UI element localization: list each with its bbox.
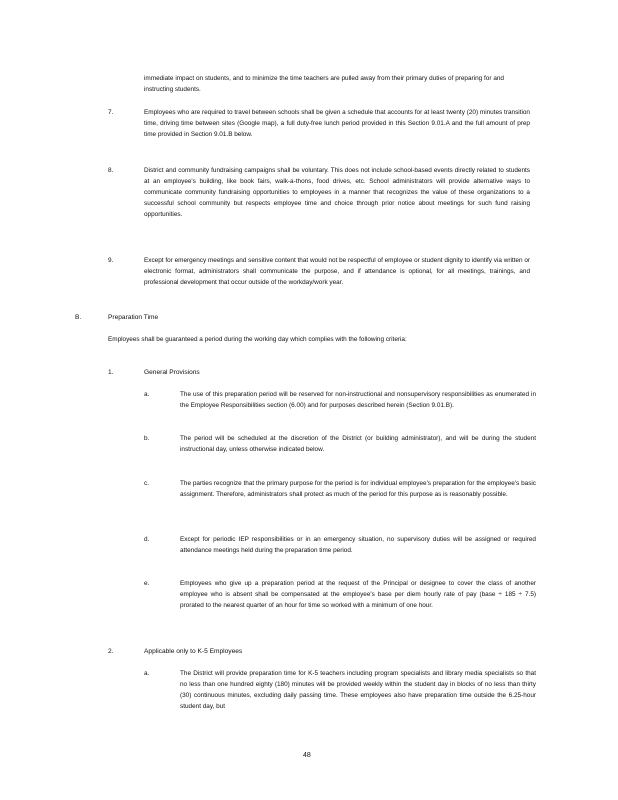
continued-paragraph: immediate impact on students, and to minimize the time teachers are pulled away from their primary duties of preparing for and instructing students.	[144, 75, 504, 93]
general-a-text: The use of this preparation period will be reserved for non-instructional and nonsupervisory responsibilities as enumerated in the Employee Responsibilities section (6.00) and for purposes described herein (Section 9.01.B).	[180, 391, 536, 409]
general-b-text: The period will be scheduled at the discretion of the District (or building administrator), and will be during the student instructional day, unless otherwise indicated below.	[180, 435, 536, 453]
item-8-text: District and community fundraising campaigns shall be voluntary. This does not include school-based events directly related to students at an employee's building, like book fairs, walk-a-thons, food drives, etc. School administrators will provide alternative ways to communicate community fundraising opportunities to employees in a manner that recognizes the value of these organizations to a successful school community but respects employee time and choice through prior notice about meetings for such fund raising opportunities.	[144, 167, 530, 218]
item-7-number: 7.	[108, 109, 114, 116]
general-e-text: Employees who give up a preparation period at the request of the Principal or designee to cover the class of another employee who is absent shall be compensated at the employee's base per diem hourly rate of pay (base ÷ 185 ÷ 7.5) prorated to the nearest quarter of an hour for time so worked with a minimum of one hour.	[180, 580, 536, 609]
general-e-letter: e.	[144, 580, 150, 587]
k5-a-letter: a.	[144, 670, 150, 677]
general-d-text: Except for periodic IEP responsibilities or in an emergency situation, no supervisory duties will be assigned or required attendance meetings held during the preparation time period.	[180, 536, 536, 554]
general-c-text: The parties recognize that the primary purpose for the period is for individual employee's preparation for the employee's basic assignment. Therefore, administrators shall protect as much of the period for this purpose as is reasonably possible.	[180, 480, 536, 498]
section-b-intro: Employees shall be guaranteed a period during the working day which complies with the following criteria:	[108, 336, 407, 343]
general-b-letter: b.	[144, 435, 150, 442]
item-7-text: Employees who are required to travel between schools shall be given a schedule that accounts for at least twenty (20) minutes transition time, driving time between sites (Google map), a full duty-free lunch period provided in this Section 9.01.A and the full amount of prep time provided in Section 9.01.B below.	[144, 109, 530, 138]
k5-a-text: The District will provide preparation time for K-5 teachers including program specialists and library media specialists so that no less than one hundred eighty (180) minutes will be provided weekly within the student day in blocks of no less than thirty (30) continuous minutes, excluding daily passing time. These employees also have preparation time outside the 6.25-hour student day, but	[180, 670, 536, 710]
general-a-letter: a.	[144, 391, 150, 398]
item-8-number: 8.	[108, 167, 114, 174]
k5-section-title: Applicable only to K-5 Employees	[144, 648, 243, 655]
k5-section-number: 2.	[108, 648, 114, 655]
section-b-letter: B.	[75, 314, 82, 321]
general-d-letter: d.	[144, 536, 150, 543]
page-number: 48	[303, 752, 311, 759]
item-9-number: 9.	[108, 257, 114, 264]
section-b-title: Preparation Time	[108, 314, 159, 321]
general-c-letter: c.	[144, 480, 149, 487]
item-9-text: Except for emergency meetings and sensitive content that would not be respectful of employee or student dignity to identify via written or electronic format, administrators shall communicate the purpose, and if attendance is optional, for all meetings, trainings, and professional development that occur outside of the workday/work year.	[144, 257, 530, 286]
general-provisions-title: General Provisions	[144, 369, 200, 376]
general-provisions-number: 1.	[108, 369, 114, 376]
